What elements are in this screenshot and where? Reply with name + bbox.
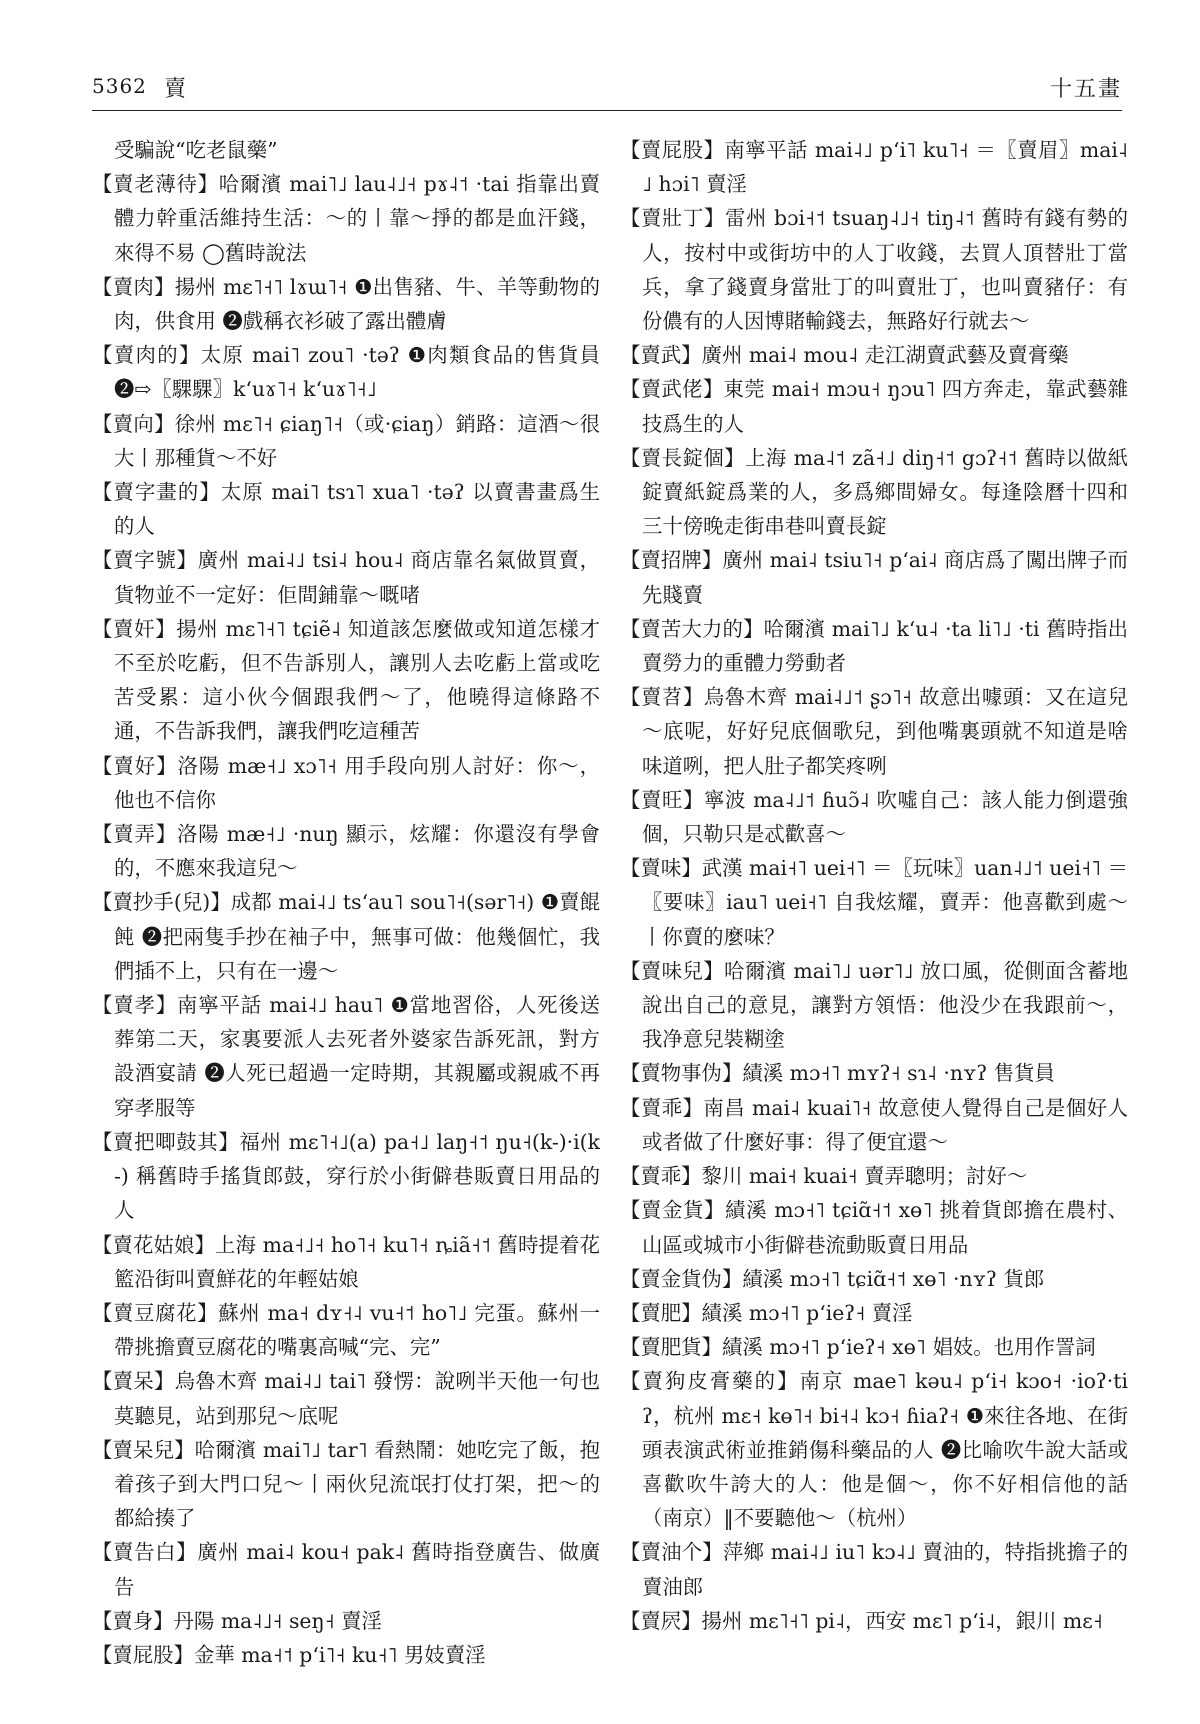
dictionary-entry: 【賣乖】南昌 mai˨ kuai˥˧ 故意使人覺得自己是個好人或者做了什麼好事：得了便宜還～ xyxy=(620,1095,1128,1154)
dictionary-entry: 【賣花姑娘】上海 ma˧˩˧ ho˥˧ ku˥˧ ȵiã˧˦ 舊時提着花籃沿街叫賣鮮花的年輕姑娘 xyxy=(92,1232,600,1291)
dictionary-entry: 【賣奸】揚州 mɛ˥˧˥ tɕiẽ˨ 知道該怎麼做或知道怎樣才不至於吃虧，但不告訴別人，讓別人去吃虧上當或吃苦受累：這小伙今個跟我們～了，他曉得這條路不通，不告訴我們，讓我們吃這種苦 xyxy=(92,616,600,744)
dictionary-entry: 【賣招牌】廣州 mai˨ tsiu˥˧ pʻai˨ 商店爲了闖出牌子而先賤賣 xyxy=(620,548,1128,607)
dictionary-entry: 【賣老薄待】哈爾濱 mai˥˩ lau˨˩˧ pɤ˨˦ ·tai 指靠出賣體力幹重活維持生活：～的丨靠～掙的都是血汗錢，來得不易 ◯舊時說法 xyxy=(92,172,600,265)
dictionary-entry: 【賣好】洛陽 mæ˧˩ xɔ˥˧ 用手段向別人討好：你～，他也不信你 xyxy=(92,753,600,812)
dictionary-entry: 【賣肉的】太原 mai˥ zou˥ ·təʔ ❶肉類食品的售貨員 ❷⇨〖騍騍〗kʻuɤ˥˧ kʻuɤ˥˧˩ xyxy=(92,343,600,402)
dictionary-entry: 【賣把唧鼓其】福州 mɛ˥˧˩(a) pa˧˩ laŋ˧˦ ŋu˧(k-)·i(k-) 稱舊時手搖貨郎鼓，穿行於小街僻巷販賣日用品的人 xyxy=(92,1129,600,1223)
dictionary-entry: 【賣豆腐花】蘇州 ma˧ dʏ˧˨ vu˧˦ ho˥˩ 完蛋。蘇州一帶挑擔賣豆腐花的嘴裏高喊“完、完” xyxy=(92,1300,600,1360)
dictionary-entry: 【賣肥】績溪 mɔ˧˥ pʻieʔ˧ 賣淫 xyxy=(620,1300,913,1325)
dictionary-entry: 【賣乖】黎川 mai˧ kuai˧ 賣弄聰明；討好～ xyxy=(620,1164,1028,1189)
dictionary-entry: 【賣屄】揚州 mɛ˥˧˥ pi˨，西安 mɛ˥ pʻi˨，銀川 mɛ˧ xyxy=(620,1608,1103,1633)
dictionary-entry: 【賣狗皮膏藥的】南京 mae˥ kəu˨ pʻi˧ kɔo˧ ·ioʔ·tiʔ，杭州 mɛ˧ kɵ˥˧ bi˧˨ kɔ˧ ɦiaʔ˧ ❶來往各地、在街頭表演武術並推銷傷科藥品的人 ❷比喻吹牛說大話或喜歡吹牛誇大的人：他是個～，你不好相信他的話（南京）‖不要聽他～（杭州） xyxy=(620,1369,1128,1531)
dictionary-entry: 【賣武佬】東莞 mai˧ mɔu˧ ŋɔu˥ 四方奔走，靠武藝雜技爲生的人 xyxy=(620,377,1128,436)
dictionary-entry: 【賣苕】烏魯木齊 mai˨˩˦ ʂɔ˥˧ 故意出噱頭：又在這兒～底呢，好好兒底個歌兒，到他嘴裏頭就不知道是啥味道咧，把人肚子都笑疼咧 xyxy=(620,685,1128,778)
right-column xyxy=(620,133,1128,1713)
page-header xyxy=(92,74,1122,106)
dictionary-entry: 【賣旺】寧波 ma˨˩˦ ɦuɔ̃˨ 吹噓自己：該人能力倒還強個，只勒只是忒歡喜～ xyxy=(620,787,1128,847)
dictionary-entry: 【賣屁股】金華 ma˧˦ pʻi˥˧ ku˧˥ 男妓賣淫 xyxy=(92,1642,486,1667)
head-character: 賣 xyxy=(164,77,187,102)
dictionary-entry: 【賣肉】揚州 mɛ˥˧˥ lɤɯ˥˧ ❶出售豬、牛、羊等動物的肉，供食用 ❷戲稱衣衫破了露出體膚 xyxy=(92,274,600,334)
dictionary-entry: 【賣呆】烏魯木齊 mai˨˩ tai˥ 發愣：說咧半天他一句也莫聽見，站到那兒～底呢 xyxy=(92,1369,600,1428)
left-column xyxy=(92,133,600,1713)
dictionary-entry: 【賣武】廣州 mai˨ mou˨ 走江湖賣武藝及賣膏藥 xyxy=(620,343,1069,368)
dictionary-entry: 【賣弄】洛陽 mæ˧˩ ·nuŋ 顯示，炫耀：你還沒有學會的，不應來我這兒～ xyxy=(92,822,600,881)
section-label: 十五畫 xyxy=(1049,77,1122,102)
dictionary-entry: 【賣身】丹陽 ma˨˩˧ seŋ˧ 賣淫 xyxy=(92,1608,382,1633)
dictionary-entry: 【賣告白】廣州 mai˨ kou˧ pak˨ 舊時指登廣告、做廣告 xyxy=(92,1540,600,1599)
dictionary-entry: 【賣金貨伪】績溪 mɔ˧˥ tɕiɑ̃˧˦ xɵ˥ ·nʏʔ 貨郎 xyxy=(620,1266,1045,1291)
dictionary-entry: 【賣金貨】績溪 mɔ˧˥ tɕiɑ̃˧˦ xɵ˥ 挑着貨郎擔在農村、山區或城市小街僻巷流動販賣日用品 xyxy=(620,1198,1128,1257)
dictionary-entry: 【賣物事伪】績溪 mɔ˧˥ mʏʔ˧ sɿ˨ ·nʏʔ 售貨員 xyxy=(620,1061,1055,1086)
dictionary-entry: 【賣呆兒】哈爾濱 mai˥˩ tar˥ 看熱鬧：她吃完了飯，抱着孩子到大門口兒～丨兩伙兒流氓打仗打架，把～的都給揍了 xyxy=(92,1437,600,1531)
dictionary-entry: 【賣味】武漢 mai˧˥ uei˧˥ ＝〖玩味〗uan˨˩˦ uei˧˥ ＝〖要味〗iau˥ uei˧˥ 自我炫耀，賣弄：他喜歡到處～丨你賣的麼味？ xyxy=(620,856,1128,949)
dictionary-entry: 【賣字號】廣州 mai˨˩ tsi˨ hou˨ 商店靠名氣做買賣，貨物並不一定好：佢間鋪靠～嘅啫 xyxy=(92,548,600,607)
dictionary-entry: 受騙說“吃老鼠藥” xyxy=(114,138,278,162)
header-rule xyxy=(92,110,1122,111)
dictionary-entry: 【賣味兒】哈爾濱 mai˥˩ uər˥˩ 放口風，從側面含蓄地說出自己的意見，讓對方領悟：他没少在我跟前～，我净意兒裝糊塗 xyxy=(620,958,1128,1052)
dictionary-entry: 【賣長錠個】上海 ma˨˦ zã˧˩ diŋ˧˦ gɔʔ˧˦ 舊時以做紙錠賣紙錠爲業的人，多爲鄉間婦女。每逢陰曆十四和三十傍晚走街串巷叫賣長錠 xyxy=(620,445,1128,539)
dictionary-entry: 【賣抄手(兒)】成都 mai˨˩ tsʻau˥ sou˥˧(sər˥˧) ❶賣餛飩 ❷把兩隻手抄在袖子中，無事可做：他幾個忙，我們插不上，只有在一邊～ xyxy=(92,890,600,983)
dictionary-entry: 【賣肥貨】績溪 mɔ˧˥ pʻieʔ˧ xɵ˥ 娼妓。也用作詈詞 xyxy=(620,1335,1096,1360)
dictionary-entry: 【賣孝】南寧平話 mai˨˩ hau˥ ❶當地習俗，人死後送葬第二天，家裏要派人去死者外婆家告訴死訊，對方設酒宴請 ❷人死已超過一定時期，其親屬或親戚不再穿孝服等 xyxy=(92,993,600,1120)
dictionary-entry: 【賣向】徐州 mɛ˥˧ ɕiaŋ˥˧（或·ɕiaŋ）銷路：這酒～很大丨那種貨～不好 xyxy=(92,411,600,470)
dictionary-entry: 【賣屁股】南寧平話 mai˨˩ pʻi˥ ku˥˧ ＝〖賣眉〗mai˨˩ hɔi˥ 賣淫 xyxy=(620,138,1128,197)
dictionary-entry: 【賣字畫的】太原 mai˥ tsɿ˥ xua˥ ·təʔ 以賣書畫爲生的人 xyxy=(92,480,600,539)
dictionary-entry: 【賣油个】萍鄉 mai˨˩ iu˥ kɔ˨˩ 賣油的，特指挑擔子的賣油郎 xyxy=(620,1540,1128,1599)
page-number: 5362 xyxy=(92,74,147,98)
dictionary-entry: 【賣苦大力的】哈爾濱 mai˥˩ kʻu˨ ·ta li˥˩ ·ti 舊時指出賣勞力的重體力勞動者 xyxy=(620,616,1128,676)
dictionary-entry: 【賣壯丁】雷州 bɔi˧˦ tsuaŋ˨˩˧ tiŋ˨˦ 舊時有錢有勢的人，按村中或街坊中的人丁收錢，去買人頂替壯丁當兵，拿了錢賣身當壯丁的叫賣壯丁，也叫賣豬仔：有份儂有的人因博賭輸錢去，無路好行就去～ xyxy=(620,206,1128,334)
